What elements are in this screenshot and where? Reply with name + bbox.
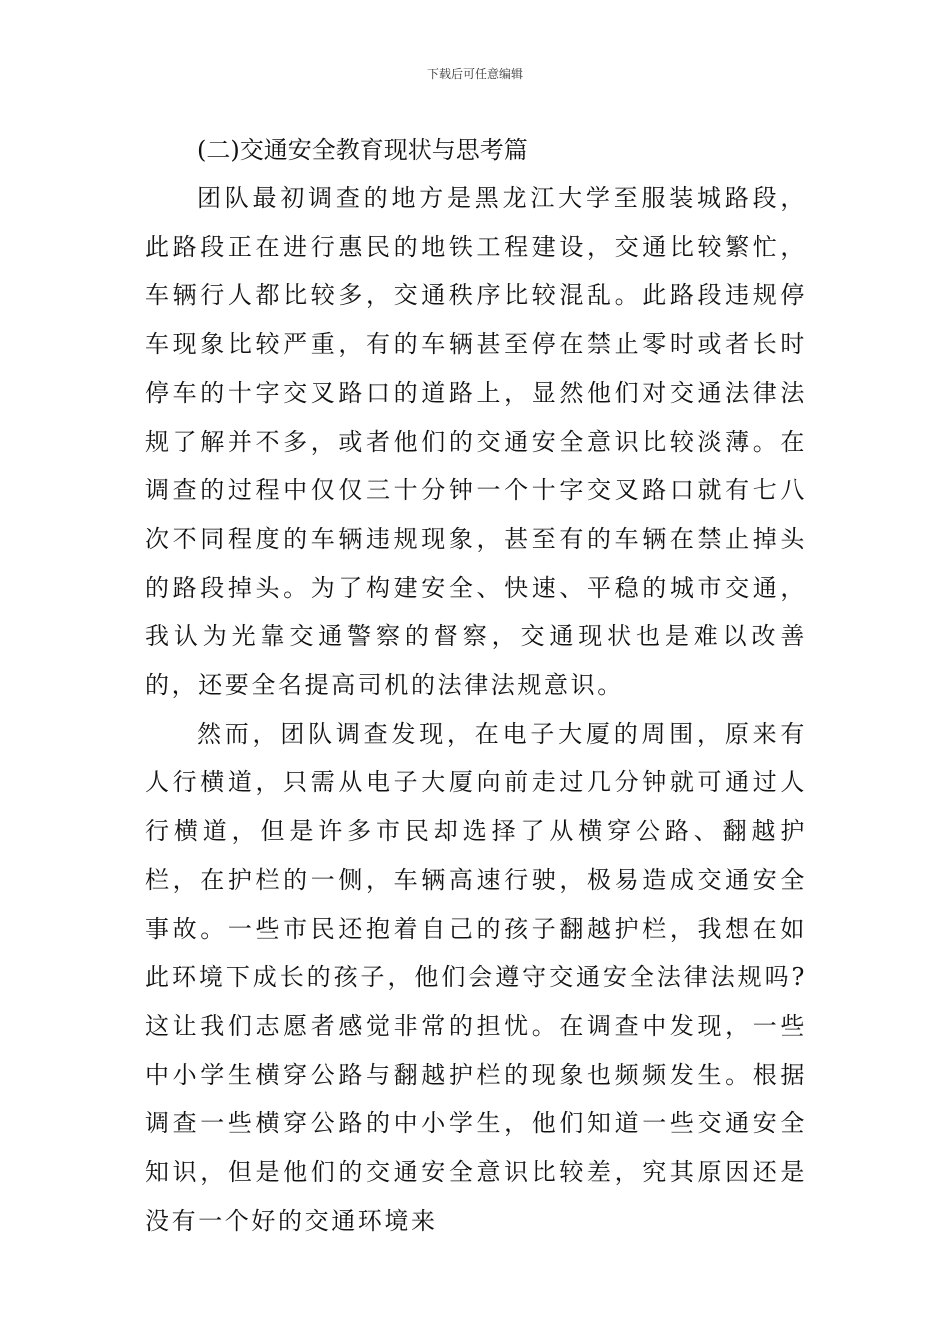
paragraph-1: 团队最初调查的地方是黑龙江大学至服装城路段，此路段正在进行惠民的地铁工程建设，交通比较繁忙，车辆行人都比较多，交通秩序比较混乱。此路段违规停车现象比较严重，有的车辆甚至停在禁止零时或者长时停车的十字交叉路口的道路上，显然他们对交通法律法规了解并不多，或者他们的交通安全意识比较淡薄。在调查的过程中仅仅三十分钟一个十字交叉路口就有七八次不同程度的车辆违规现象，甚至有的车辆在禁止掉头的路段掉头。为了构建安全、快速、平稳的城市交通，我认为光靠交通警察的督察，交通现状也是难以改善的，还要全名提高司机的法律法规意识。 [145, 184, 807, 700]
document-body [145, 126, 807, 1245]
header-note: 下载后可任意编辑 [426, 67, 523, 81]
section-title: (二)交通安全教育现状与思考篇 [197, 136, 528, 164]
paragraph-2: 然而，团队调查发现，在电子大厦的周围，原来有人行横道，只需从电子大厦向前走过几分钟就可通过人行横道，但是许多市民却选择了从横穿公路、翻越护栏，在护栏的一侧，车辆高速行驶，极易造成交通安全事故。一些市民还抱着自己的孩子翻越护栏，我想在如此环境下成长的孩子，他们会遵守交通安全法律法规吗?这让我们志愿者感觉非常的担忧。在调查中发现，一些中小学生横穿公路与翻越护栏的现象也频频发生。根据调查一些横穿公路的中小学生，他们知道一些交通安全知识，但是他们的交通安全意识比较差，究其原因还是没有一个好的交通环境来 [145, 719, 807, 1235]
